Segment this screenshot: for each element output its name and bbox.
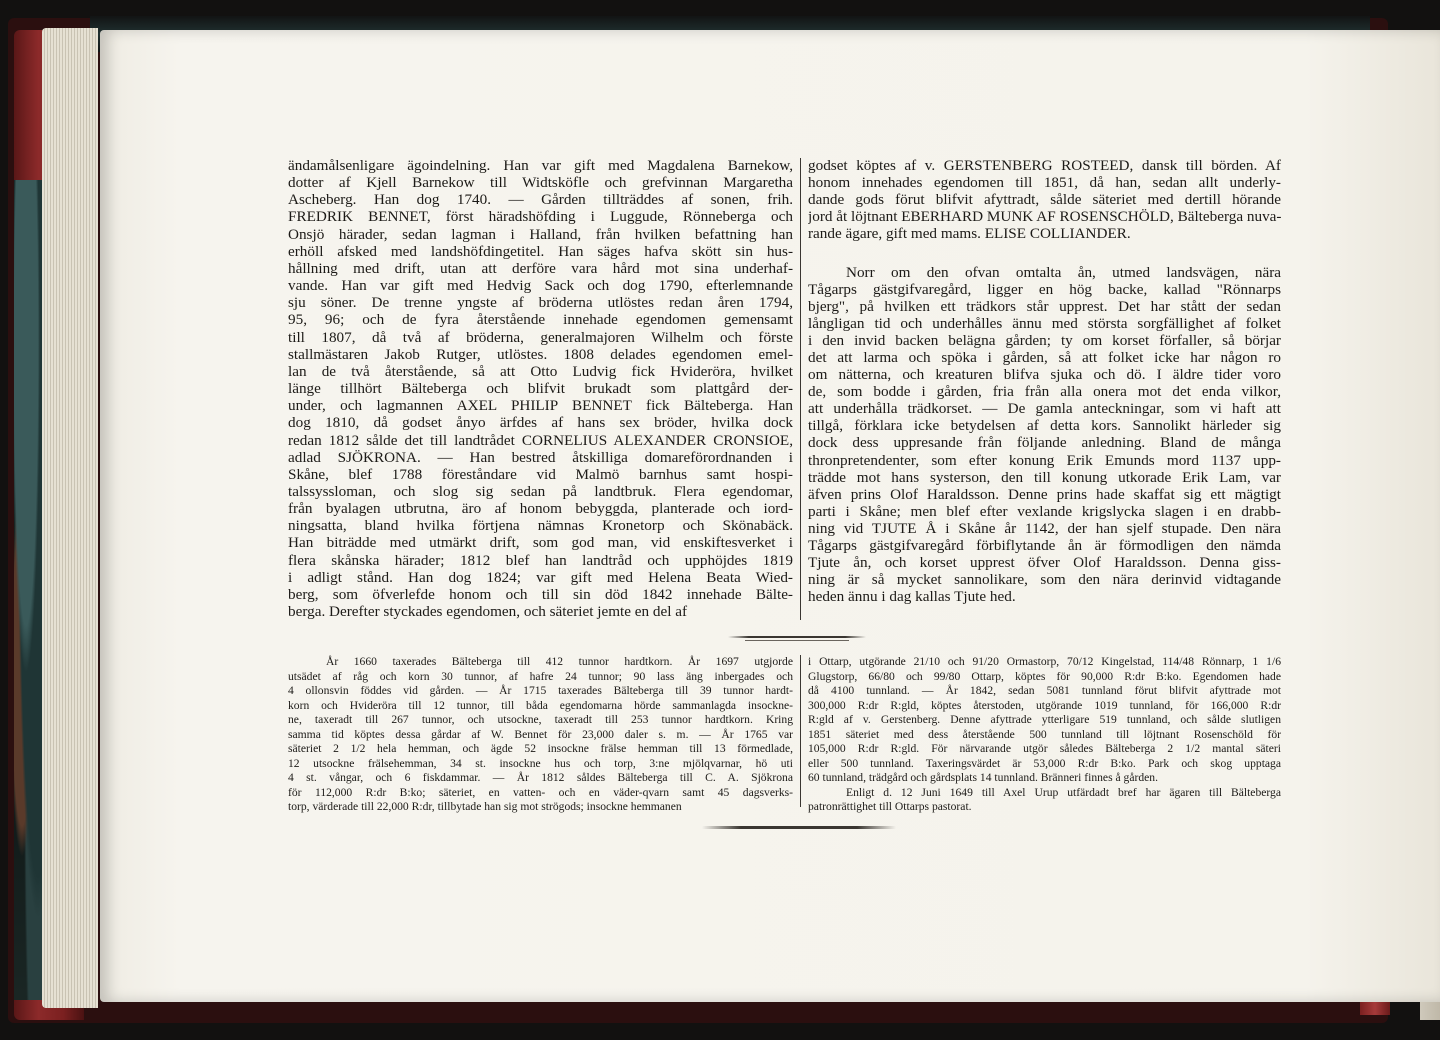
text-line: i Ottarp, utgörande 21/10 och 91/20 Ormastorp, 70/12 Kingelstad, 114/48 Rönnarp, 1 1/6 (808, 655, 1281, 668)
text-line: Onsjö härader, sedan lagman i Halland, från hvilken befattning han (288, 225, 793, 243)
text-line: talssyssloman, och slog sig sedan på landtbruk. Flera egendomar, (288, 482, 793, 500)
text-line: sju söner. De trenne yngste af bröderna utlöstes redan åren 1794, (288, 294, 793, 312)
text-line: Tjute ån, och korset upprest öfver Olof Haraldsson. Denna giss- (808, 553, 1281, 571)
ornamental-rule-top-thin (745, 640, 849, 641)
text-line: 105,000 R:dr R:gld. För närvarande utgör således Bälteberga 2 1/2 mantal säteri (808, 742, 1281, 755)
text-line: ning är så mycket sannolikare, som den nära derinvid vidtagande (808, 570, 1281, 588)
text-line: honom innehades egendomen till 1851, då han, sedan allt underly- (808, 174, 1281, 192)
text-line: dock dess uppresande från följande anledning. Bland de många (808, 434, 1281, 452)
text-line: Glugstorp, 66/80 och 99/80 Ottarp, köptes för 90,000 R:dr B:ko. Egendomen hade (808, 669, 1281, 683)
text-line: ne, taxeradt till 267 tunnor, och utsockne, taxeradt till 253 tunnor hardtkorn. Kring (288, 713, 793, 726)
text-line: lan de två återstående, så att Otto Ludvig fick Hvideröra, hvilket (288, 362, 793, 380)
text-line: R:gld af v. Gerstenberg. Denne afyttrade ytterligare 519 tunnland, och sålde slutligen (808, 713, 1281, 726)
text-line: dande gods förut blifvit afyttradt, sålde säteriet med dertill hörande (808, 191, 1281, 209)
text-line: År 1660 taxerades Bälteberga till 412 tunnor hardtkorn. År 1697 utgjorde (326, 655, 793, 668)
text-line: då 4100 tunnland. — År 1842, sedan 5081 tunnland förut blifvit afyttrade mot (808, 684, 1281, 697)
text-line: från byalagen utbrutna, äro af honom bebyggda, planterade och iord- (288, 500, 793, 518)
footnotes-divider (800, 655, 801, 807)
text-line: redan 1812 sålde det till landtrådet CORNELIUS ALEXANDER CRONSIOE, (288, 431, 793, 449)
text-line: Skåne, blef 1788 föreståndare vid Malmö barnhus samt hospi- (288, 465, 793, 483)
text-line: 300,000 R:dr R:gld, köptes återstoden, utgörande 1019 tunnland, för 166,000 R:dr (808, 698, 1281, 712)
text-line: erhöll afsked med landshöfdingetitel. Han säges hafva skött sin hus- (288, 242, 793, 260)
text-line: i adligt stånd. Han dog 1824; var gift med Helena Beata Wied- (288, 568, 793, 586)
text-line: hållning med drift, utan att derföre vara hård mot sina underhaf- (288, 259, 793, 277)
text-line: Tågarps gästgifvaregård, ligger en hög backe, kallad "Rönnarps (808, 281, 1281, 299)
text-line: säteriet 2 1/2 hela hemman, och ägde 52 insockne frälse hemman till 13 förmedlade, (288, 742, 793, 755)
text-line: godset köptes af v. GERSTENBERG ROSTEED, dansk till börden. Af (808, 157, 1281, 174)
ornamental-rule-top (728, 636, 866, 638)
right-text-column-top (808, 157, 1281, 242)
text-line: jord åt löjtnant EBERHARD MUNK AF ROSENSCHÖLD, Bälteberga nuva- (808, 208, 1281, 226)
text-line: heden ännu i dag kallas Tjute hed. (808, 587, 1016, 605)
text-line: Ascheberg. Han dog 1740. — Gården tillträddes af sonen, frih. (288, 191, 793, 209)
text-line: rande ägare, gift med mams. ELISE COLLIANDER. (808, 225, 1131, 243)
text-line: till 1807, då två af bröderna, generalmajoren Wilhelm och förste (288, 328, 793, 346)
text-line: Tågarps gästgifvaregård förbiflytande ån är förmodligen den nämda (808, 536, 1281, 554)
text-line: dotter af Kjell Barnekow till Widtsköfle och grefvinnan Margaretha (288, 174, 793, 192)
ornamental-rule-bottom (702, 826, 896, 829)
text-line: thronpretendenter, som efter konung Erik Emunds mord 1137 upp- (808, 451, 1281, 469)
footnotes-right (808, 655, 1281, 815)
text-line: bjerg", på hvilken ett trädkors står upprest. Det har stått der sedan (808, 298, 1281, 316)
text-line: torp, värderade till 22,000 R:dr, tillbytade han sig mot strögods; insockne hemmanen (288, 800, 682, 813)
text-line: Han biträdde med utmärkt drift, som god man, vid enskiftesverket i (288, 534, 793, 552)
text-line: adlad SJÖKRONA. — Han bestred åtskilliga domareförordnanden i (288, 448, 793, 466)
text-line: tillgå, förklara icke betydelsen af detta kors. Sannolikt härleder sig (808, 417, 1281, 435)
text-line: länge tillhört Bälteberga och blifvit brukadt som plattgård der- (288, 380, 793, 398)
text-line: ändamålsenligare ägoindelning. Han var gift med Magdalena Barnekow, (288, 157, 793, 174)
text-line: långligan tid och underhålles ännu med största sorgfällighet af folket (808, 315, 1281, 333)
text-line: 1851 säteriet med dess återstående 500 tunnland till löjtnant Rosenschöld för (808, 727, 1281, 741)
page-stack-edges (42, 28, 98, 1008)
text-line: 4 ollonsvin föddes vid gården. — År 1715 taxerades Bälteberga till 39 tunnor hardt- (288, 684, 793, 697)
text-line: patronrättighet till Ottarps pastorat. (808, 800, 972, 813)
text-line: i den invid backen belägna gården; ty om korset förfaller, så börjar (808, 332, 1281, 350)
text-line: ning vid TJUTE Å i Skåne år 1142, der han sjelf stupade. Den nära (808, 519, 1281, 537)
text-line: 4 st. vångar, och 6 fiskdammar. — År 1812 såldes Bälteberga till C. A. Sjökrona (288, 771, 793, 784)
left-text-column (288, 157, 793, 620)
text-line: korn och Hvideröra till 12 tunnor, till båda egendomarna hörde sammanlagda insockne- (288, 698, 793, 712)
text-line: Norr om den ofvan omtalta ån, utmed landsvägen, nära (846, 264, 1281, 281)
text-line: FREDRIK BENNET, först häradshöfding i Luggude, Rönneberga och (288, 208, 793, 226)
text-line: stallmästaren Jakob Rutger, utlöstes. 1808 delades egendomen emel- (288, 345, 793, 363)
text-line: parti i Skåne; men blef efter vexlande krigslycka slagen i en drabb- (808, 502, 1281, 520)
text-line: utsädet af råg och korn 30 tunnor, af hafre 24 tunnor; 90 lass äng inbergades och (288, 669, 793, 683)
text-line: eller 500 tunnland. Taxeringsvärdet är 53,000 R:dr B:ko. Park och skog upptaga (808, 756, 1281, 770)
column-divider (800, 158, 801, 620)
text-line: flera skånska härader; 1812 blef han landtråd och upphöjdes 1819 (288, 551, 793, 569)
text-line: ningsatta, bland hvilka förtjena nämnas Kronetorp och Skönabäck. (288, 517, 793, 535)
text-line: 95, 96; och de fyra återstående innehade egendomen gemensamt (288, 311, 793, 329)
text-line: de, som bodde i gården, fria från alla onera mot det enda vilkor, (808, 383, 1281, 401)
text-line: Enligt d. 12 Juni 1649 till Axel Urup utfärdadt bref har ägaren till Bälteberga (846, 785, 1281, 799)
text-line: vande. Han var gift med Hedvig Sack och dog 1790, efterlemnande (288, 277, 793, 295)
right-text-column-paragraph (808, 264, 1281, 605)
footnotes-left (288, 655, 793, 815)
text-line: berga. Derefter styckades egendomen, och säteriet jemte en del af (288, 603, 688, 621)
text-line: dog 1810, då godset ånyo ärfdes af hans sex bröder, hvilka dock (288, 414, 793, 432)
text-line: berg, som öfverlefde honom och till sin död 1842 innehade Bälte- (288, 585, 793, 603)
text-line: samma tid köptes dessa gårdar af W. Bennet för 23,000 daler s. m. — År 1765 var (288, 727, 793, 741)
text-line: för 112,000 R:dr B:ko; säteriet, en vatten- och en väder-qvarn samt 45 dagsverks- (288, 785, 793, 799)
text-line: det att larma och spöka i gården, så att folket icke har någon ro (808, 349, 1281, 367)
text-line: under, och lagmannen AXEL PHILIP BENNET fick Bälteberga. Han (288, 397, 793, 415)
text-line: om nätterna, och kreaturen blifva sjuka och dö. I äldre tider voro (808, 366, 1281, 384)
text-line: 60 tunnland, trädgård och gårdsplats 14 tunnland. Bränneri finnes å gården. (808, 771, 1158, 784)
text-line: 12 utsockne frälsehemman, 34 st. insockne hus och torp, 3:ne mjölqvarnar, hö uti (288, 756, 793, 770)
text-line: att underhålla trädkorset. — De gamla anteckningar, som vi haft att (808, 400, 1281, 418)
text-line: äfven prins Olof Haraldsson. Denne prins hade skaffat sig ett mägtigt (808, 485, 1281, 503)
text-line: trädde mot hans systerson, den till konung utkorade Erik Lam, var (808, 468, 1281, 486)
